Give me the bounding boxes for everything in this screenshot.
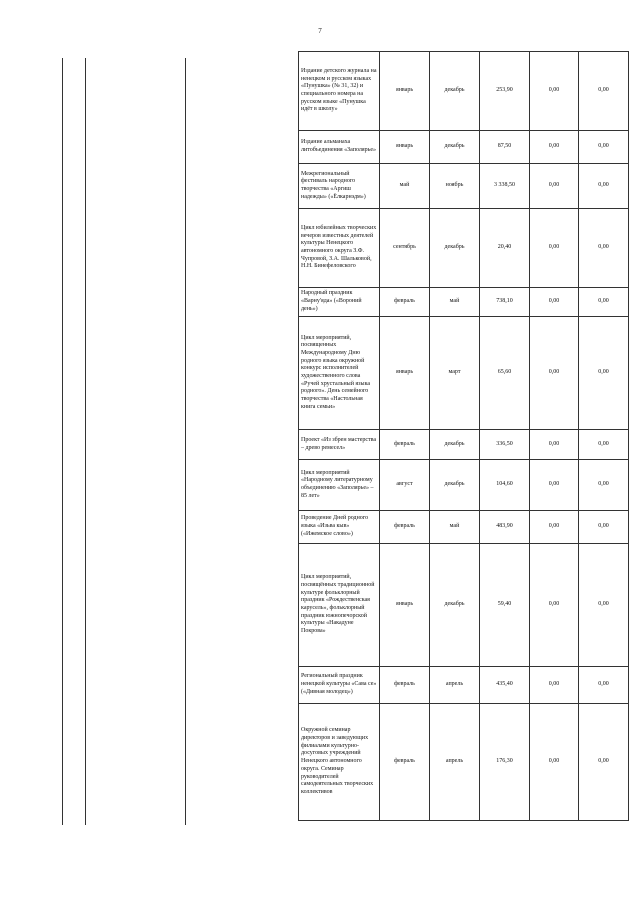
start-month: январь (380, 131, 430, 164)
amount: 253,90 (480, 52, 530, 131)
table-row (299, 667, 629, 704)
event-name: Издание детского журнала на ненецком и русском языках «Пунушка» (№ 31, 32) и специального номера на русском языке «Пунушка идёт в школу» (299, 52, 380, 131)
event-name: Окружной семинар директоров и заведующих филиалами культурно-досуговых учреждений Ненецкого автономного округа. Семинар руководителей самодеятельных творческих коллективов (299, 704, 380, 821)
page-number: 7 (318, 27, 322, 35)
event-name: Региональный праздник ненецкой культуры «Сава се» («Дивная молодец») (299, 667, 380, 704)
table-row (299, 209, 629, 288)
table-row (299, 511, 629, 544)
event-name: Цикл юбилейных творческих вечеров известных деятелей культуры Ненецкого автономного округа З.Ф. Чупровой, З.А. Шальковой, Н.Н. Бинефеловского (299, 209, 380, 288)
amount: 738,10 (480, 288, 530, 317)
start-month: январь (380, 52, 430, 131)
amount-2: 0,00 (530, 704, 579, 821)
end-month: март (430, 317, 480, 430)
event-name: Цикл мероприятий, посвященных Международному Дню родного языка окружной конкурс исполнителей художественного слова «Ручей хрустальный языка родного». День семейного творчества «Настольная книга семьи» (299, 317, 380, 430)
amount-3: 0,00 (579, 288, 629, 317)
end-month: декабрь (430, 460, 480, 511)
amount: 59,40 (480, 544, 530, 667)
end-month: декабрь (430, 52, 480, 131)
amount: 87,50 (480, 131, 530, 164)
end-month: ноябрь (430, 164, 480, 209)
amount-2: 0,00 (530, 544, 579, 667)
start-month: май (380, 164, 430, 209)
column-divider (62, 58, 63, 825)
amount-2: 0,00 (530, 288, 579, 317)
event-name: Проект «Из збрен мастерства – древо ремесел» (299, 430, 380, 460)
start-month: январь (380, 317, 430, 430)
amount-2: 0,00 (530, 667, 579, 704)
end-month: декабрь (430, 209, 480, 288)
table-row (299, 52, 629, 131)
amount-2: 0,00 (530, 430, 579, 460)
amount: 336,50 (480, 430, 530, 460)
start-month: февраль (380, 511, 430, 544)
column-divider (85, 58, 86, 825)
event-name: Межрегиональный фестиваль народного творчества «Аргиш надежды» («Ёлкарнэдм») (299, 164, 380, 209)
event-name: Цикл мероприятий «Народному литературному объединению «Заполярье» – 85 лет» (299, 460, 380, 511)
end-month: декабрь (430, 131, 480, 164)
amount: 3 338,50 (480, 164, 530, 209)
start-month: август (380, 460, 430, 511)
table-row (299, 430, 629, 460)
amount-2: 0,00 (530, 164, 579, 209)
end-month: апрель (430, 667, 480, 704)
table-row (299, 704, 629, 821)
amount: 65,60 (480, 317, 530, 430)
amount-2: 0,00 (530, 317, 579, 430)
amount-2: 0,00 (530, 52, 579, 131)
amount-3: 0,00 (579, 511, 629, 544)
start-month: февраль (380, 288, 430, 317)
table-row (299, 131, 629, 164)
amount-3: 0,00 (579, 131, 629, 164)
amount-3: 0,00 (579, 667, 629, 704)
start-month: февраль (380, 430, 430, 460)
start-month: январь (380, 544, 430, 667)
table-row (299, 544, 629, 667)
amount: 104,60 (480, 460, 530, 511)
start-month: февраль (380, 704, 430, 821)
amount-3: 0,00 (579, 317, 629, 430)
column-divider (185, 58, 186, 825)
amount-3: 0,00 (579, 430, 629, 460)
start-month: февраль (380, 667, 430, 704)
event-name: Проведение Дней родного языка «Изьва кыв» («Ижемское слово») (299, 511, 380, 544)
table-row (299, 164, 629, 209)
amount-2: 0,00 (530, 511, 579, 544)
end-month: декабрь (430, 430, 480, 460)
amount-3: 0,00 (579, 544, 629, 667)
end-month: декабрь (430, 544, 480, 667)
amount-3: 0,00 (579, 164, 629, 209)
amount-3: 0,00 (579, 704, 629, 821)
amount: 20,40 (480, 209, 530, 288)
end-month: апрель (430, 704, 480, 821)
amount-3: 0,00 (579, 52, 629, 131)
table-row (299, 460, 629, 511)
end-month: май (430, 288, 480, 317)
amount-2: 0,00 (530, 209, 579, 288)
amount-3: 0,00 (579, 209, 629, 288)
amount: 176,30 (480, 704, 530, 821)
event-name: Цикл мероприятий, посвящённых традиционной культуре фольклорный праздник «Рождественская карусель», фольклорный праздник южнопечорской культуры «Накадуне Покрова» (299, 544, 380, 667)
amount: 435,40 (480, 667, 530, 704)
table-row (299, 317, 629, 430)
event-name: Издание альманаха литобъединения «Заполярье» (299, 131, 380, 164)
end-month: май (430, 511, 480, 544)
table-row (299, 288, 629, 317)
amount-2: 0,00 (530, 460, 579, 511)
start-month: сентябрь (380, 209, 430, 288)
event-name: Народный праздник «Варну'яда» («Вороний день») (299, 288, 380, 317)
amount: 483,90 (480, 511, 530, 544)
events-table (298, 51, 629, 821)
amount-3: 0,00 (579, 460, 629, 511)
amount-2: 0,00 (530, 131, 579, 164)
